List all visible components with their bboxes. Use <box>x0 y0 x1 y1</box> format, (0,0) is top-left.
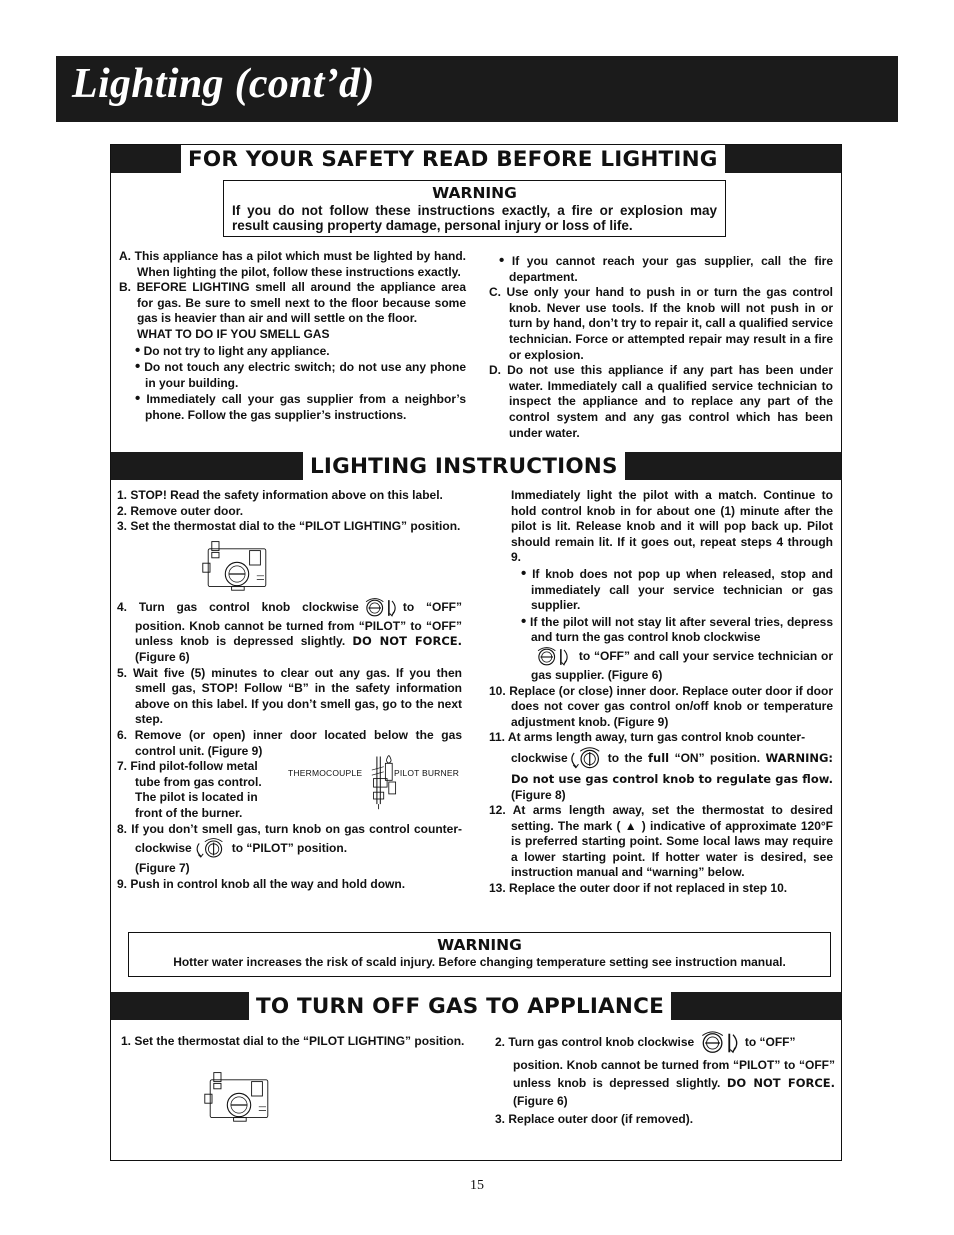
smell-bullet: • Do not try to light any appliance. <box>135 341 330 359</box>
instruction-panel <box>110 144 842 1161</box>
lighting-step-continued: Immediately light the pilot with a match. Continue to hold control knob in for about one (1) minute after the pilot is lit. Release knob and it will pop back up. Pilot should remain lit. If it goes out, repeat steps 4 through 9. <box>511 488 833 565</box>
lighting-step: 6. Remove (or open) inner door located below the gas control unit. (Figure 9) <box>117 727 462 758</box>
turnoff-right-column <box>495 1030 835 1128</box>
lighting-step: 5. Wait five (5) minutes to clear out any gas. If you then smell gas, STOP! Follow “B” in the safety information above on this label. If you don’t smell gas, go to the next step. <box>117 665 462 727</box>
warning-title: WARNING <box>437 936 522 954</box>
knob-clockwise-icon <box>698 1030 742 1056</box>
lighting-step: 9. Push in control knob all the way and hold down. <box>117 876 406 891</box>
gas-valve-diagram <box>201 535 273 595</box>
warning-text: Hotter water increases the risk of scald injury. Before changing temperature setting see instruction manual. <box>173 955 786 969</box>
pilot-assembly-diagram <box>365 749 399 815</box>
knob-clockwise-icon <box>359 597 403 619</box>
lighting-step: 10. Replace (or close) inner door. Replace outer door if door does not cover gas control on/off knob or temperature adjustment knob. (Figure 9) <box>489 683 833 729</box>
turnoff-step: 2. Turn gas control knob clockwise to “OFF” position. Knob cannot be turned from “PILOT” to “OFF” unless knob is depressed slightly. DO NOT FORCE. (Figure 6) <box>495 1030 835 1110</box>
safety-header-bar <box>111 145 841 173</box>
safety-left-column <box>119 249 466 424</box>
smell-bullet: • If you cannot reach your gas supplier, call the fire department. <box>499 252 833 284</box>
thermocouple-label: THERMOCOUPLE <box>288 768 363 779</box>
lighting-bullet: • If the pilot will not stay lit after several tries, depress and turn the gas control knob clockwise to “OFF” and call your service technician or gas supplier. (Figure 6) <box>521 612 833 682</box>
lighting-right-column <box>489 488 833 897</box>
knob-counterclockwise-icon <box>192 837 232 861</box>
safety-item-a: A. This appliance has a pilot which must be lighted by hand. When lighting the pilot, follow these instructions exactly. <box>119 249 466 279</box>
knob-clockwise-icon <box>531 646 575 668</box>
lighting-header-bar <box>111 452 841 480</box>
safety-item-c: C. Use only your hand to push in or turn the gas control knob. Never use tools. If the knob will not push in or turn by hand, don’t try to repair it, call a qualified service technician. Force or attempted repair may result in a fire or explosion. <box>489 285 833 362</box>
turnoff-left-column <box>121 1034 467 1050</box>
turnoff-header-bar <box>111 992 841 1020</box>
lighting-step: 4. Turn gas control knob clockwise to “OFF” position. Knob cannot be turned from “PILOT” to “OFF” unless knob is depressed slightly. DO NOT FORCE. (Figure 6) <box>117 597 462 666</box>
warning-title: WARNING <box>432 184 517 202</box>
page-title: Lighting (cont’d) <box>72 61 375 107</box>
lighting-step: 2. Remove outer door. <box>117 503 244 518</box>
safety-item-b: B. BEFORE LIGHTING smell all around the appliance area for gas. Be sure to smell next to the floor because some gas is heavier than air and will settle on the floor. <box>119 280 466 326</box>
safety-item-d: D. Do not use this appliance if any part has been under water. Immediately call a qualified service technician to inspect the appliance and to replace any part of the control system and any gas control which has been under water. <box>489 363 833 440</box>
lighting-step: 3. Set the thermostat dial to the “PILOT LIGHTING” position. <box>117 519 461 534</box>
scald-warning-box <box>128 932 831 977</box>
lighting-step: 7. Find pilot-follow metal tube from gas control. The pilot is located in front of the burner. <box>117 759 262 820</box>
step-7-block <box>117 759 462 821</box>
lighting-step: 11. At arms length away, turn gas control knob counter- clockwise to the full “ON” position. WARNING: Do not use gas control knob to regulate gas flow. (Figure 8) <box>489 730 834 802</box>
lighting-step: 13. Replace the outer door if not replaced in step 10. <box>489 881 788 896</box>
page-number: 15 <box>470 1178 484 1193</box>
lighting-left-column <box>117 488 462 892</box>
turnoff-header: TO TURN OFF GAS TO APPLIANCE <box>249 992 671 1020</box>
safety-warning-box <box>223 180 726 237</box>
warning-text: If you do not follow these instructions exactly, a fire or explosion may result causing property damage, personal injury or loss of life. <box>232 203 717 233</box>
lighting-step: 8. If you don’t smell gas, turn knob on gas control counter-clockwise to “PILOT” position. (Figure 7) <box>117 821 462 876</box>
turnoff-step: 1. Set the thermostat dial to the “PILOT LIGHTING” position. <box>121 1034 465 1048</box>
smell-heading: WHAT TO DO IF YOU SMELL GAS <box>137 326 330 341</box>
safety-header: FOR YOUR SAFETY READ BEFORE LIGHTING <box>181 145 725 173</box>
turnoff-step: 3. Replace outer door (if removed). <box>495 1112 694 1126</box>
gas-valve-diagram <box>203 1066 275 1126</box>
pilot-burner-label: PILOT BURNER <box>394 768 460 779</box>
figure-area <box>117 535 462 597</box>
lighting-step: 12. At arms length away, set the thermostat to desired setting. The mark ( ▲ ) indicative of approximate 120°F is preferred starting point. Some local laws may require a lower starting point. If hotter water is desired, see instruction manual and “warning” below. <box>489 803 833 880</box>
knob-counterclockwise-icon <box>568 746 608 772</box>
safety-right-column <box>489 253 833 441</box>
lighting-bullet: • If knob does not pop up when released, stop and immediately call your service technician or gas supplier. <box>521 564 833 613</box>
lighting-step: 1. STOP! Read the safety information above on this label. <box>117 488 443 502</box>
smell-bullet: • Do not touch any electric switch; do not use any phone in your building. <box>135 358 466 390</box>
title-bar <box>56 56 898 122</box>
lighting-header: LIGHTING INSTRUCTIONS <box>303 452 625 480</box>
smell-bullet: • Immediately call your gas supplier from a neighbor’s phone. Follow the gas supplier’s instructions. <box>135 390 466 422</box>
